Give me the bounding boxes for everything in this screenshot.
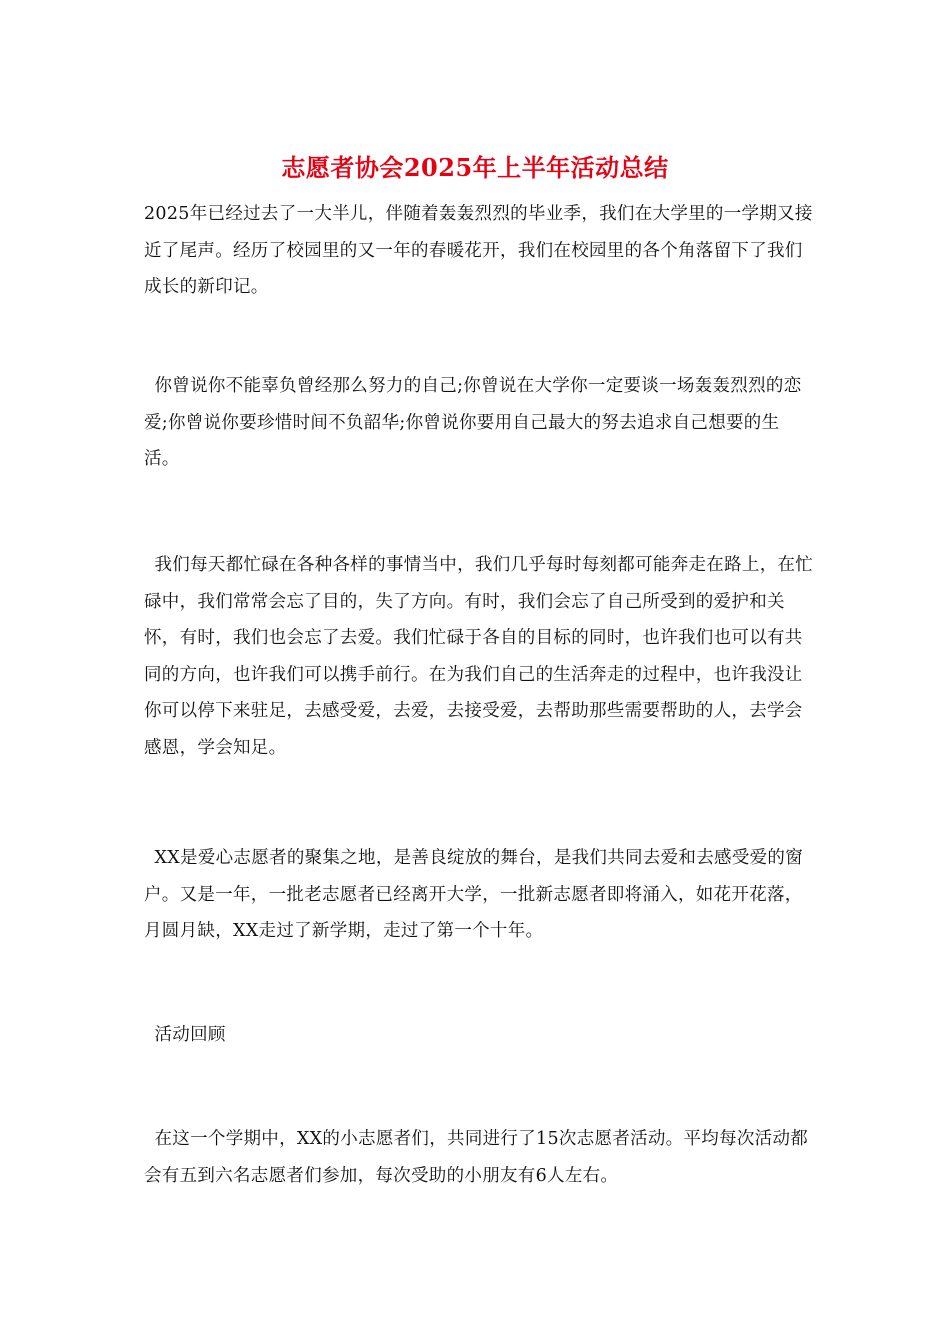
paragraph-you-said: 你曾说你不能辜负曾经那么努力的自己;你曾说在大学你一定要谈一场轰轰烈烈的恋爱;你曾说你要珍惜时间不负韶华;你曾说你要用自己最大的努去追求自己想要的生活。 bbox=[144, 376, 802, 470]
document-title: 志愿者协会2025年上半年活动总结 bbox=[281, 153, 669, 182]
section-heading-activity-review: 活动回顾 bbox=[154, 1025, 226, 1045]
paragraph-semester-activities: 在这一个学期中，XX的小志愿者们，共同进行了15次志愿者活动。平均每次活动都会有五到六名志愿者们参加，每次受助的小朋友有6人左右。 bbox=[144, 1129, 809, 1186]
paragraph-intro: 2025年已经过去了一大半儿，伴随着轰轰烈烈的毕业季，我们在大学里的一学期又接近了尾声。经历了校园里的又一年的春暖花开，我们在校园里的各个角落留下了我们成长的新印记。 bbox=[144, 204, 813, 298]
paragraph-xx-stage: XX是爱心志愿者的聚集之地，是善良绽放的舞台，是我们共同去爱和去感受爱的窗户。又是一年，一批老志愿者已经离开大学，一批新志愿者即将涌入，如花开花落，月圆月缺，XX走过了新学期，走过了第一个十年。 bbox=[144, 848, 804, 942]
paragraph-busy-days: 我们每天都忙碌在各种各样的事情当中，我们几乎每时每刻都可能奔走在路上，在忙碌中，我们常常会忘了目的，失了方向。有时，我们会忘了自己所受到的爱护和关怀，有时，我们也会忘了去爱。我们忙碌于各自的目标的同时，也许我们也可以有共同的方向，也许我们可以携手前行。在为我们自己的生活奔走的过程中，也许我没让你可以停下来驻足，去感受爱，去爱，去接受爱，去帮助那些需要帮助的人，去学会感恩，学会知足。 bbox=[144, 555, 814, 758]
